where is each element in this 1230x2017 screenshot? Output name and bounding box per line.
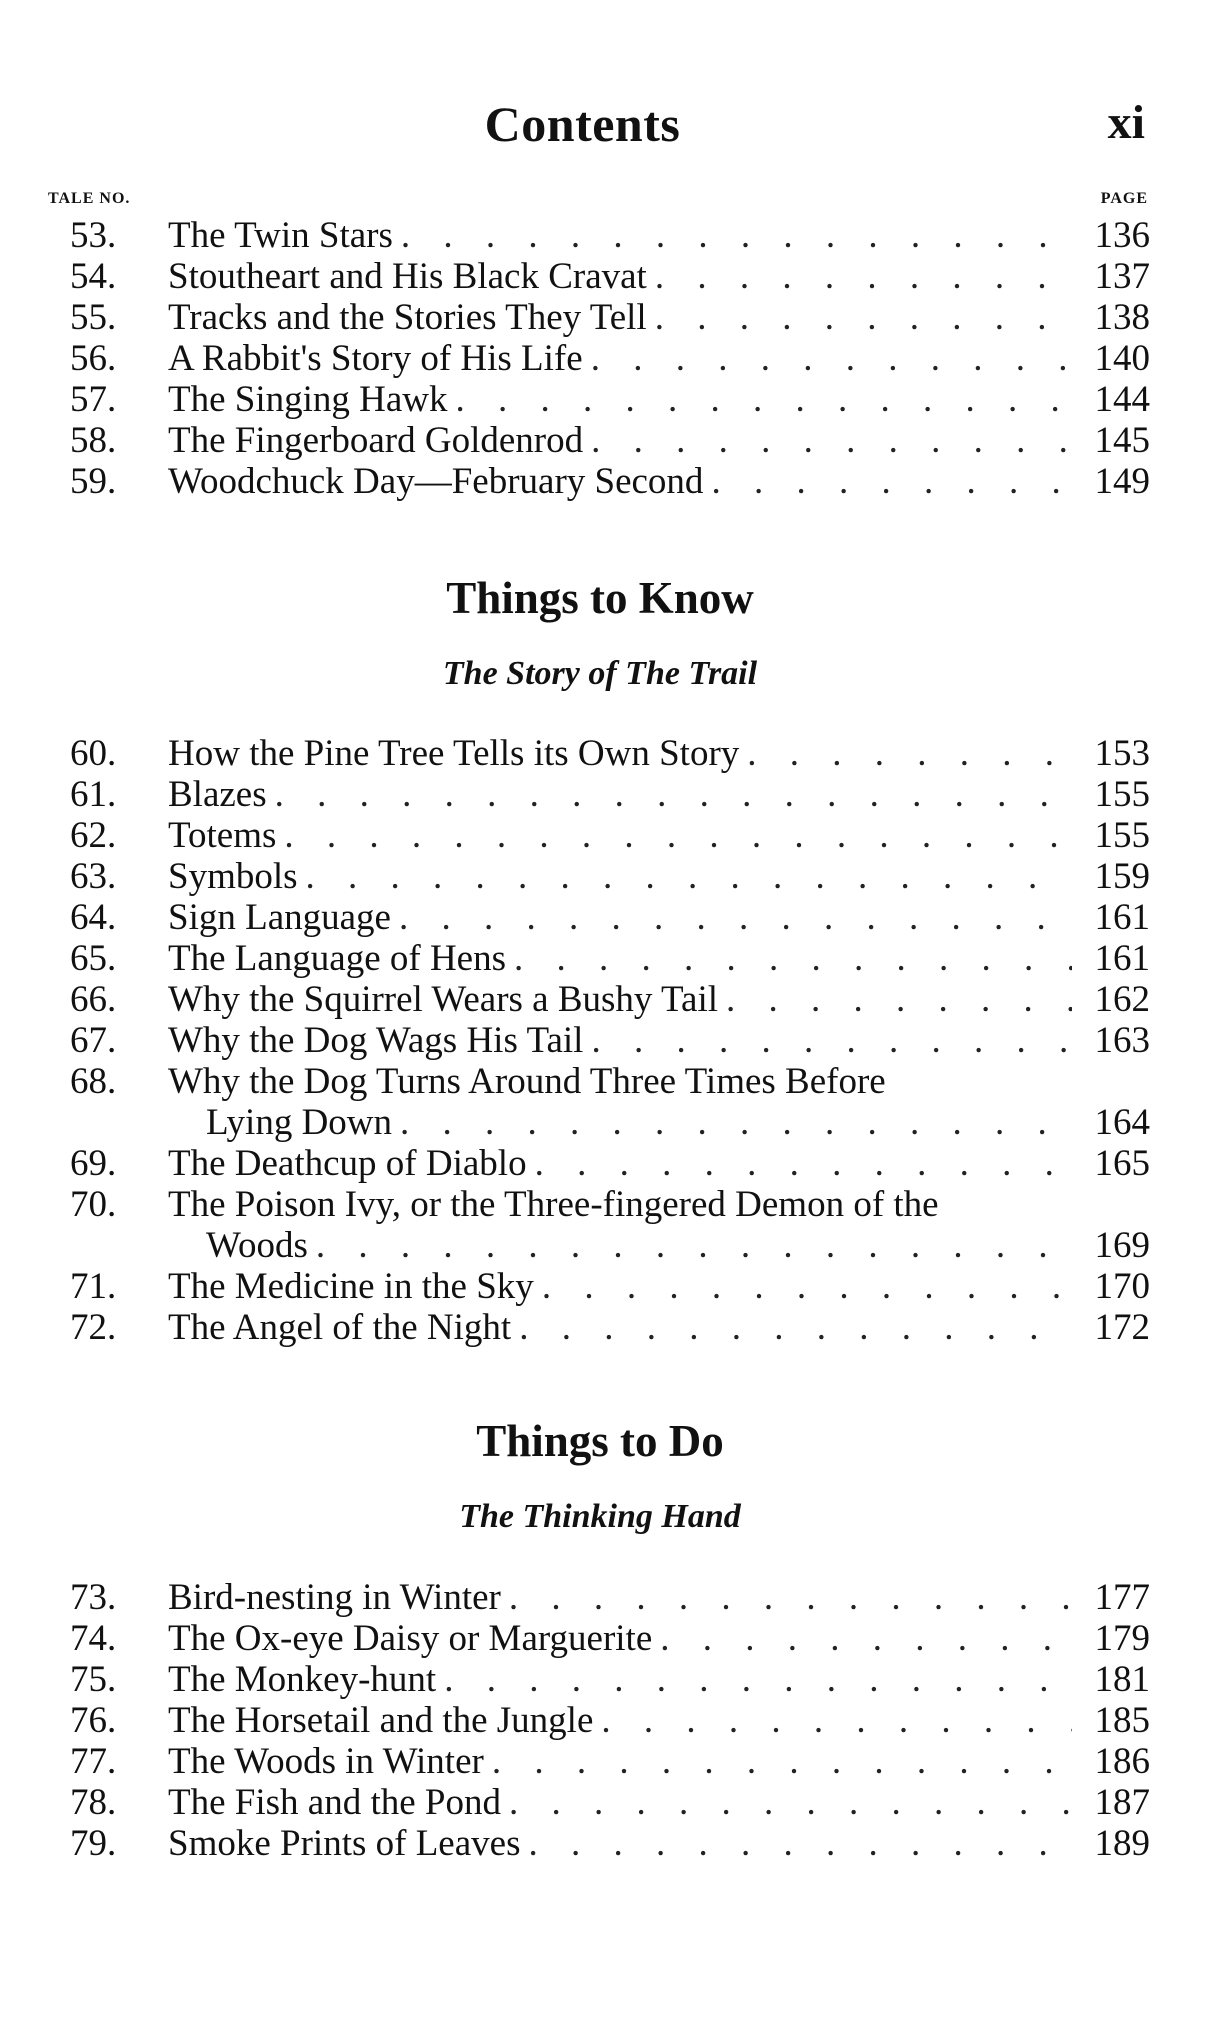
entry-page: 179: [1094, 1618, 1150, 1659]
entry-title: The Language of Hens: [168, 938, 507, 979]
section-title: Things to Know: [446, 573, 754, 623]
entry-number: 67.: [70, 1020, 117, 1061]
entry-page: 172: [1094, 1307, 1150, 1348]
entry-page: 155: [1094, 815, 1150, 856]
dot-leader: [655, 256, 1072, 297]
entry-title: Why the Dog Wags His Tail: [168, 1020, 584, 1061]
toc-entry: [70, 938, 1150, 979]
toc-entry: [70, 897, 1150, 938]
column-labels: [48, 190, 1148, 214]
section-subheading-do: [0, 1498, 1200, 1536]
entry-number: 61.: [70, 774, 117, 815]
dot-leader: [400, 1102, 1072, 1143]
section-subtitle: The Story of The Trail: [442, 655, 758, 692]
entry-title: Stoutheart and His Black Cravat: [168, 256, 647, 297]
entry-title: Totems: [168, 815, 277, 856]
section-subtitle: The Thinking Hand: [459, 1498, 741, 1535]
dot-leader: [528, 1823, 1072, 1864]
dot-leader: [509, 1577, 1072, 1618]
entry-page: 138: [1094, 297, 1150, 338]
entry-page: 161: [1094, 897, 1150, 938]
toc-entry: [70, 215, 1150, 256]
entry-number: 70.: [70, 1184, 117, 1225]
toc-entry: [70, 1143, 1150, 1184]
page-header: [0, 95, 1230, 165]
entry-page: 177: [1094, 1577, 1150, 1618]
entry-title: Woodchuck Day—February Second: [168, 461, 704, 502]
entry-title: The Monkey-hunt: [168, 1659, 437, 1700]
entry-number: 76.: [70, 1700, 117, 1741]
section-subheading-know: [0, 655, 1200, 693]
entry-number: 69.: [70, 1143, 117, 1184]
entry-title: The Poison Ivy, or the Three-fingered Demon of the: [168, 1184, 939, 1225]
entry-title: The Horsetail and the Jungle: [168, 1700, 594, 1741]
toc-entry: [70, 1307, 1150, 1348]
dot-leader: [492, 1741, 1072, 1782]
dot-leader: [535, 1143, 1072, 1184]
toc-entry: [70, 1577, 1150, 1618]
entry-page: 149: [1094, 461, 1150, 502]
entry-number: 71.: [70, 1266, 117, 1307]
dot-leader: [747, 733, 1072, 774]
entry-number: 60.: [70, 733, 117, 774]
entry-title: Sign Language: [168, 897, 391, 938]
toc-entry: [70, 1782, 1150, 1823]
entry-title: The Angel of the Night: [168, 1307, 512, 1348]
entry-page: 169: [1094, 1225, 1150, 1266]
entry-page: 162: [1094, 979, 1150, 1020]
entry-number: 77.: [70, 1741, 117, 1782]
dot-leader: [591, 1020, 1072, 1061]
toc-entry: [70, 420, 1150, 461]
entry-number: 54.: [70, 256, 117, 297]
toc-entry: [70, 1061, 1150, 1143]
toc-entry: [70, 979, 1150, 1020]
entry-page: 189: [1094, 1823, 1150, 1864]
toc-entry: [70, 379, 1150, 420]
entry-title: Smoke Prints of Leaves: [168, 1823, 521, 1864]
toc-entry: [70, 1184, 1150, 1266]
page-label: PAGE: [1100, 190, 1148, 207]
entry-number: 56.: [70, 338, 117, 379]
entry-page: 185: [1094, 1700, 1150, 1741]
dot-leader: [726, 979, 1072, 1020]
dot-leader: [542, 1266, 1072, 1307]
toc-entry: [70, 1659, 1150, 1700]
entry-number: 59.: [70, 461, 117, 502]
entry-number: 66.: [70, 979, 117, 1020]
toc-group-do: [70, 1577, 1150, 1864]
dot-leader: [514, 938, 1072, 979]
tale-number-label: TALE NO.: [48, 190, 131, 207]
toc-entry: [70, 461, 1150, 502]
dot-leader: [591, 420, 1072, 461]
entry-page: 140: [1094, 338, 1150, 379]
toc-group-know: [70, 733, 1150, 1348]
entry-title: The Medicine in the Sky: [168, 1266, 534, 1307]
entry-page: 153: [1094, 733, 1150, 774]
entry-number: 74.: [70, 1618, 117, 1659]
dot-leader: [509, 1782, 1072, 1823]
toc-entry: [70, 856, 1150, 897]
entry-page: 159: [1094, 856, 1150, 897]
entry-title: A Rabbit's Story of His Life: [168, 338, 583, 379]
entry-title: Blazes: [168, 774, 267, 815]
entry-title: Tracks and the Stories They Tell: [168, 297, 647, 338]
toc-entry: [70, 338, 1150, 379]
dot-leader: [660, 1618, 1072, 1659]
entry-title: Bird-nesting in Winter: [168, 1577, 501, 1618]
toc-entry: [70, 1741, 1150, 1782]
entry-number: 58.: [70, 420, 117, 461]
entry-page: 163: [1094, 1020, 1150, 1061]
dot-leader: [316, 1225, 1072, 1266]
entry-number: 79.: [70, 1823, 117, 1864]
entry-title: The Twin Stars: [168, 215, 393, 256]
dot-leader: [601, 1700, 1072, 1741]
entry-number: 57.: [70, 379, 117, 420]
dot-leader: [284, 815, 1072, 856]
entry-page: 165: [1094, 1143, 1150, 1184]
entry-title: How the Pine Tree Tells its Own Story: [168, 733, 740, 774]
section-title: Things to Do: [476, 1416, 724, 1466]
entry-number: 62.: [70, 815, 117, 856]
entry-number: 55.: [70, 297, 117, 338]
dot-leader: [456, 379, 1072, 420]
dot-leader: [275, 774, 1072, 815]
entry-title: The Singing Hawk: [168, 379, 448, 420]
entry-page: 186: [1094, 1741, 1150, 1782]
entry-number: 68.: [70, 1061, 117, 1102]
dot-leader: [519, 1307, 1072, 1348]
dot-leader: [591, 338, 1072, 379]
entry-number: 53.: [70, 215, 117, 256]
dot-leader: [711, 461, 1072, 502]
toc-entry: [70, 1266, 1150, 1307]
toc-entry: [70, 774, 1150, 815]
entry-title: Why the Dog Turns Around Three Times Before: [168, 1061, 886, 1102]
entry-title: The Fingerboard Goldenrod: [168, 420, 584, 461]
entry-title: The Fish and the Pond: [168, 1782, 501, 1823]
dot-leader: [655, 297, 1072, 338]
dot-leader: [401, 215, 1072, 256]
toc-entry: [70, 815, 1150, 856]
entry-number: 64.: [70, 897, 117, 938]
entry-number: 65.: [70, 938, 117, 979]
entry-title: The Woods in Winter: [168, 1741, 484, 1782]
page-title: Contents: [484, 96, 681, 152]
toc-entry: [70, 256, 1150, 297]
toc-entry: [70, 297, 1150, 338]
entry-page: 170: [1094, 1266, 1150, 1307]
dot-leader: [306, 856, 1072, 897]
entry-page: 144: [1094, 379, 1150, 420]
page-number: xi: [1107, 96, 1145, 149]
toc-entry: [70, 733, 1150, 774]
entry-title-continued: Woods: [206, 1225, 308, 1266]
entry-title: Why the Squirrel Wears a Bushy Tail: [168, 979, 719, 1020]
entry-number: 72.: [70, 1307, 117, 1348]
dot-leader: [444, 1659, 1072, 1700]
entry-number: 78.: [70, 1782, 117, 1823]
entry-page: 164: [1094, 1102, 1150, 1143]
toc-entry: [70, 1700, 1150, 1741]
entry-title-continued: Lying Down: [206, 1102, 393, 1143]
entry-number: 63.: [70, 856, 117, 897]
entry-page: 145: [1094, 420, 1150, 461]
section-heading-do: [0, 1415, 1200, 1467]
entry-title: The Deathcup of Diablo: [168, 1143, 527, 1184]
dot-leader: [399, 897, 1072, 938]
toc-entry: [70, 1020, 1150, 1061]
section-heading-know: [0, 572, 1200, 624]
toc-group-1: [70, 215, 1150, 502]
toc-entry: [70, 1618, 1150, 1659]
entry-page: 187: [1094, 1782, 1150, 1823]
entry-page: 137: [1094, 256, 1150, 297]
entry-number: 75.: [70, 1659, 117, 1700]
entry-page: 136: [1094, 215, 1150, 256]
entry-number: 73.: [70, 1577, 117, 1618]
entry-page: 161: [1094, 938, 1150, 979]
entry-title: The Ox-eye Daisy or Marguerite: [168, 1618, 653, 1659]
entry-page: 181: [1094, 1659, 1150, 1700]
entry-title: Symbols: [168, 856, 298, 897]
entry-page: 155: [1094, 774, 1150, 815]
toc-entry: [70, 1823, 1150, 1864]
